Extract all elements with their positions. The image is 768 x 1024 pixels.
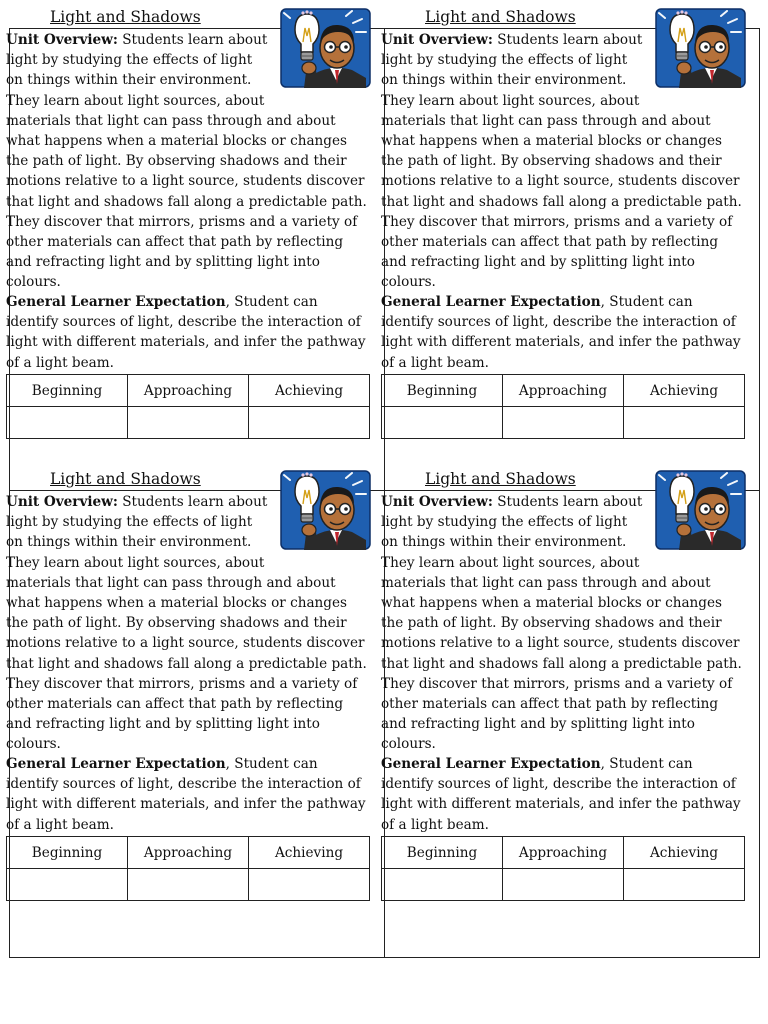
rubric-beginning: Beginning	[382, 837, 503, 869]
rubric-beginning: Beginning	[7, 375, 128, 407]
learner-expectation-text: , Student can identify sources of light, describe the interaction of light with different materials, and infer the pathway of a light beam.	[6, 756, 366, 833]
rubric-achieving: Achieving	[249, 837, 370, 869]
unit-overview	[6, 30, 371, 293]
learner-expectation-label: General Learner Expectation	[381, 756, 601, 772]
card-bottom-right	[381, 468, 746, 926]
rubric-cell[interactable]	[382, 407, 503, 439]
rubric-cell[interactable]	[382, 869, 503, 901]
rubric-cell[interactable]	[7, 407, 128, 439]
rubric-cell[interactable]	[128, 869, 249, 901]
rubric-beginning: Beginning	[382, 375, 503, 407]
rubric-cell[interactable]	[503, 407, 624, 439]
rubric-cell[interactable]	[624, 407, 745, 439]
unit-overview	[6, 492, 371, 755]
learner-expectation	[6, 292, 371, 373]
unit-overview-label: Unit Overview:	[381, 32, 493, 48]
rubric-table	[381, 836, 745, 901]
unit-overview-text: Students learn about light by studying the effects of light on things within their environment. They learn about light sources, about materials that light can pass through and about what happens when a material blocks or changes the path of light. By observing shadows and their motions relative to a light source, students discover that light and shadows fall along a predictable path. They discover that mirrors, prisms and a variety of other materials can affect that path by reflecting and refracting light and by splitting light into colours.	[6, 32, 367, 291]
rubric-cell[interactable]	[503, 869, 624, 901]
rubric-achieving: Achieving	[249, 375, 370, 407]
rubric-cell[interactable]	[7, 869, 128, 901]
unit-overview-text: Students learn about light by studying the effects of light on things within their environment. They learn about light sources, about materials that light can pass through and about what happens when a material blocks or changes the path of light. By observing shadows and their motions relative to a light source, students discover that light and shadows fall along a predictable path. They discover that mirrors, prisms and a variety of other materials can affect that path by reflecting and refracting light and by splitting light into colours.	[6, 494, 367, 753]
rubric-cell[interactable]	[624, 869, 745, 901]
learner-expectation-label: General Learner Expectation	[6, 294, 226, 310]
unit-overview-text: Students learn about light by studying the effects of light on things within their environment. They learn about light sources, about materials that light can pass through and about what happens when a material blocks or changes the path of light. By observing shadows and their motions relative to a light source, students discover that light and shadows fall along a predictable path. They discover that mirrors, prisms and a variety of other materials can affect that path by reflecting and refracting light and by splitting light into colours.	[381, 32, 742, 291]
rubric-achieving: Achieving	[624, 375, 745, 407]
rubric-table	[381, 374, 745, 439]
unit-overview-label: Unit Overview:	[381, 494, 493, 510]
card-title: Light and Shadows	[425, 8, 576, 26]
rubric-table	[6, 836, 370, 901]
unit-overview-label: Unit Overview:	[6, 32, 118, 48]
unit-overview-text: Students learn about light by studying the effects of light on things within their environment. They learn about light sources, about materials that light can pass through and about what happens when a material blocks or changes the path of light. By observing shadows and their motions relative to a light source, students discover that light and shadows fall along a predictable path. They discover that mirrors, prisms and a variety of other materials can affect that path by reflecting and refracting light and by splitting light into colours.	[381, 494, 742, 753]
rubric-approaching: Approaching	[503, 837, 624, 869]
learner-expectation-text: , Student can identify sources of light, describe the interaction of light with different materials, and infer the pathway of a light beam.	[6, 294, 366, 371]
card-bottom-left	[6, 468, 371, 926]
unit-overview-label: Unit Overview:	[6, 494, 118, 510]
card-title: Light and Shadows	[50, 470, 201, 488]
rubric-cell[interactable]	[128, 407, 249, 439]
rubric-table	[6, 374, 370, 439]
card-top-right	[381, 6, 746, 464]
rubric-approaching: Approaching	[128, 375, 249, 407]
learner-expectation	[6, 754, 371, 835]
card-title: Light and Shadows	[50, 8, 201, 26]
rubric-beginning: Beginning	[7, 837, 128, 869]
rubric-cell[interactable]	[249, 407, 370, 439]
rubric-approaching: Approaching	[503, 375, 624, 407]
unit-overview	[381, 30, 746, 293]
rubric-cell[interactable]	[249, 869, 370, 901]
learner-expectation-text: , Student can identify sources of light, describe the interaction of light with different materials, and infer the pathway of a light beam.	[381, 756, 741, 833]
learner-expectation	[381, 292, 746, 373]
rubric-achieving: Achieving	[624, 837, 745, 869]
learner-expectation	[381, 754, 746, 835]
unit-overview	[381, 492, 746, 755]
learner-expectation-text: , Student can identify sources of light, describe the interaction of light with different materials, and infer the pathway of a light beam.	[381, 294, 741, 371]
learner-expectation-label: General Learner Expectation	[381, 294, 601, 310]
card-title: Light and Shadows	[425, 470, 576, 488]
card-top-left	[6, 6, 371, 464]
learner-expectation-label: General Learner Expectation	[6, 756, 226, 772]
rubric-approaching: Approaching	[128, 837, 249, 869]
